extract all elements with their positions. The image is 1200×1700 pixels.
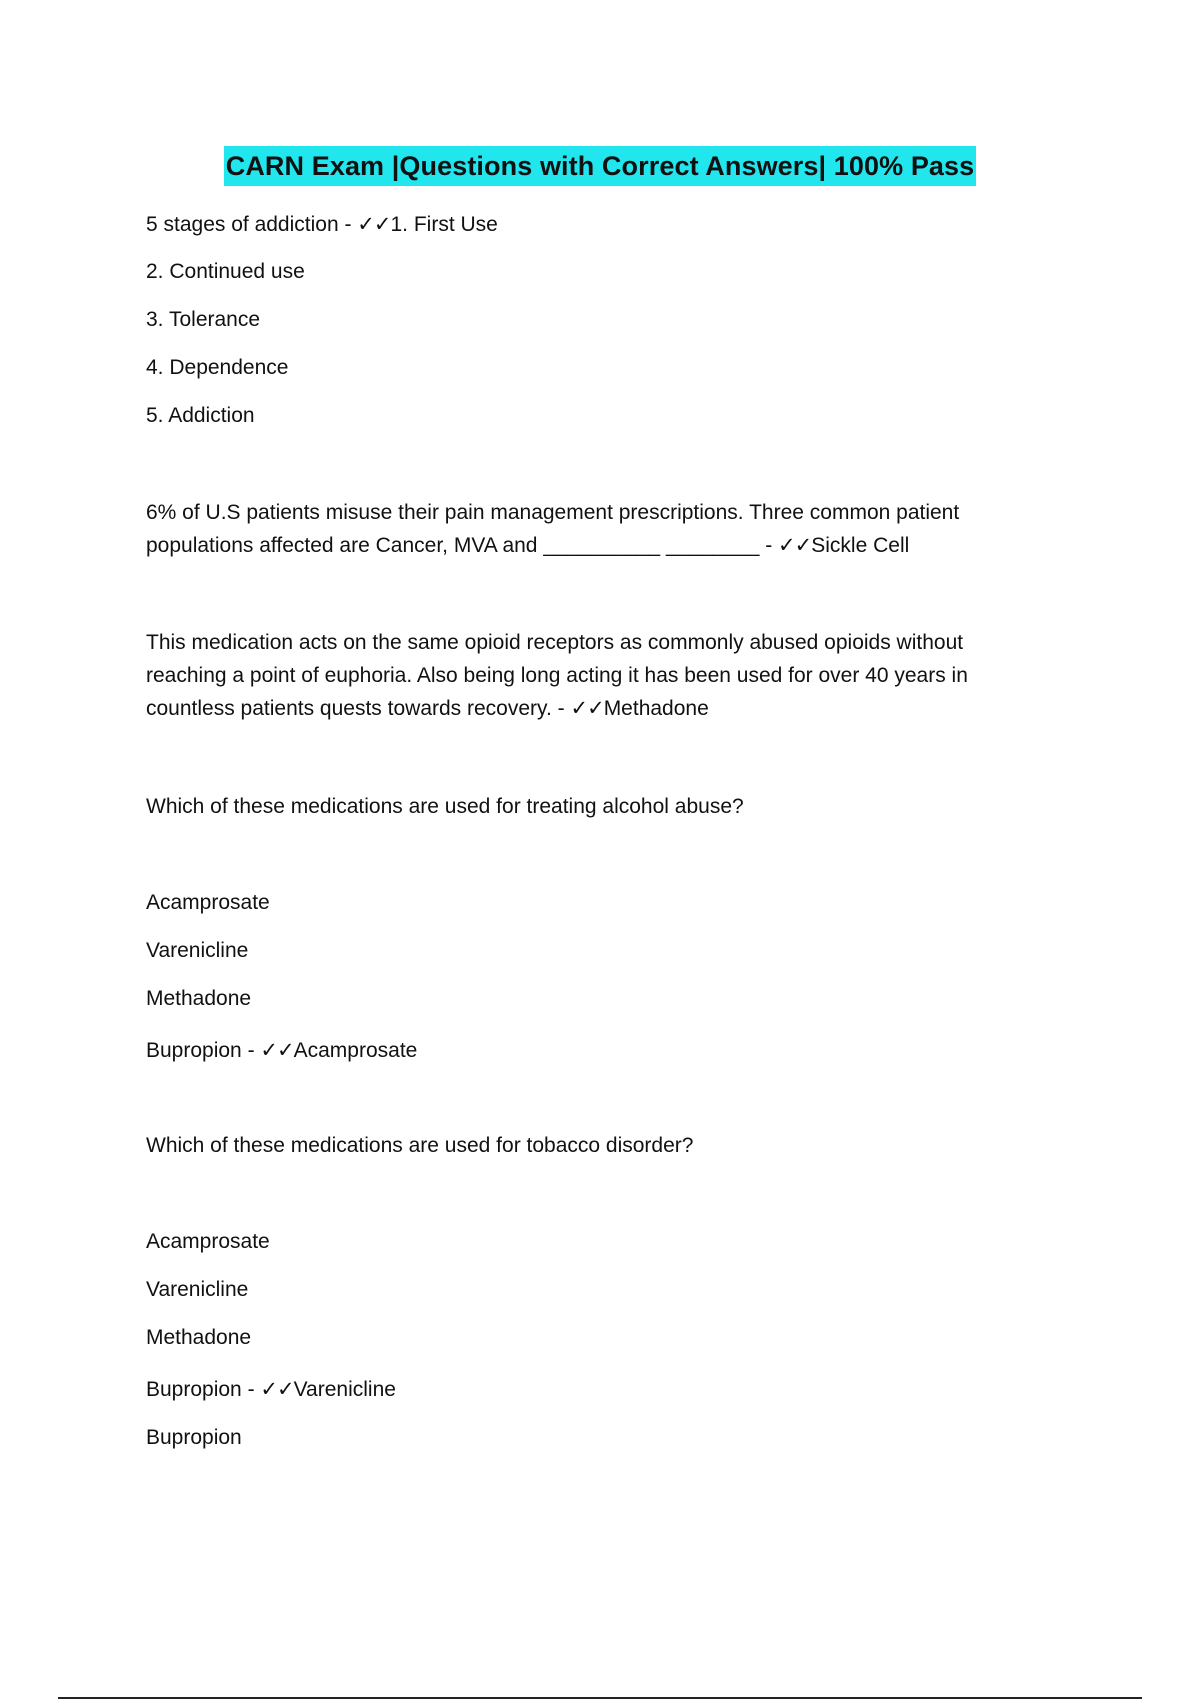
double-check-icon: ✓✓ [260,1377,294,1401]
q5-prompt: Which of these medications are used for tobacco disorder? [146,1134,694,1157]
q1-answer-line-3: 3. Tolerance [146,308,261,331]
q5-answer: Varenicline [293,1378,396,1401]
q5-option-3: Methadone [146,1326,252,1349]
q2-answer: Sickle Cell [811,534,910,557]
footer-divider [58,1697,1142,1699]
q4-option-2: Varenicline [146,939,249,962]
q3-line-1: This medication acts on the same opioid receptors as commonly abused opioids without [146,631,964,654]
q2-line-1: 6% of U.S patients misuse their pain management prescriptions. Three common patient [146,501,960,524]
q5-option-1: Acamprosate [146,1230,270,1253]
q1-answer-line-2: 2. Continued use [146,260,305,283]
double-check-icon: ✓✓ [357,212,391,236]
page-title: CARN Exam |Questions with Correct Answers| 100% Pass [224,146,977,186]
q1-prompt-line [146,207,1046,242]
q3-answer: Methadone [603,697,709,720]
q4-option-1: Acamprosate [146,891,270,914]
q2-line-2-prefix: populations affected are Cancer, MVA and __________ ________ - [146,534,779,557]
q4-answer: Acamprosate [293,1039,418,1062]
q3-line-2: reaching a point of euphoria. Also being long acting it has been used for over 40 years in [146,664,968,687]
q5-trailing-text: Bupropion [146,1426,242,1449]
q1-prompt: 5 stages of addiction - [146,213,358,236]
q2-paragraph [146,496,1046,562]
q4-option-4: Bupropion - [146,1039,261,1062]
q3-line-3-prefix: countless patients quests towards recovery. - [146,697,571,720]
q5-option-4: Bupropion - [146,1378,261,1401]
q4-prompt: Which of these medications are used for treating alcohol abuse? [146,795,744,818]
title-container [0,146,1200,186]
q4-option-4-line [146,1033,1046,1068]
q1-answer-line-5: 5. Addiction [146,404,255,427]
q2-line-2 [146,529,1046,562]
double-check-icon: ✓✓ [260,1038,294,1062]
q5-option-2: Varenicline [146,1278,249,1301]
double-check-icon: ✓✓ [778,533,812,557]
double-check-icon: ✓✓ [570,696,604,720]
q3-paragraph [146,626,1046,725]
q5-option-4-line [146,1372,1046,1407]
q3-line-3 [146,692,1046,725]
q1-answer-line-4: 4. Dependence [146,356,289,379]
q1-answer-line-1: 1. First Use [390,213,498,236]
q4-option-3: Methadone [146,987,252,1010]
